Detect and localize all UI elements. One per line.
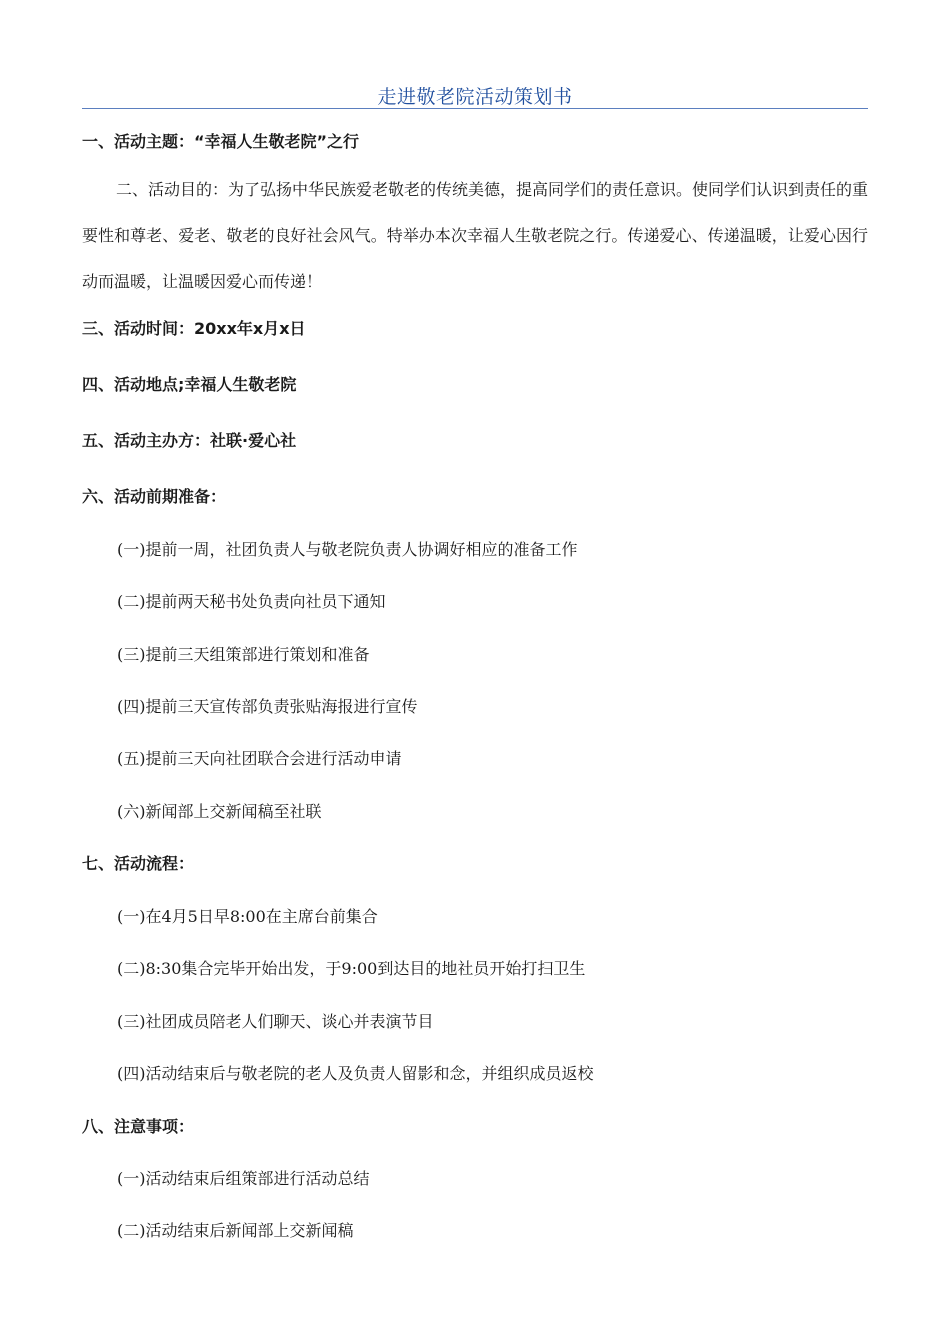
section-time: 三、活动时间：20xx年x月x日 [82,319,306,338]
prep-item: (一)提前一周，社团负责人与敬老院负责人协调好相应的准备工作 [117,540,578,559]
section-organizer: 五、活动主办方：社联·爱心社 [82,431,297,450]
notes-item: (一)活动结束后组策部进行活动总结 [117,1169,370,1188]
process-item: (四)活动结束后与敬老院的老人及负责人留影和念，并组织成员返校 [117,1064,594,1083]
process-item: (三)社团成员陪老人们聊天、谈心并表演节目 [117,1012,434,1031]
title-underline [82,108,868,109]
process-item: (二)8:30集合完毕开始出发，于9:00到达目的地社员开始打扫卫生 [117,959,586,978]
prep-item: (三)提前三天组策部进行策划和准备 [117,645,370,664]
prep-item: (二)提前两天秘书处负责向社员下通知 [117,592,386,611]
prep-item: (四)提前三天宣传部负责张贴海报进行宣传 [117,697,418,716]
notes-item: (二)活动结束后新闻部上交新闻稿 [117,1221,354,1240]
document-title: 走进敬老院活动策划书 [377,86,573,108]
prep-item: (六)新闻部上交新闻稿至社联 [117,802,322,821]
section-process-heading: 七、活动流程： [82,854,195,873]
section-prep-heading: 六、活动前期准备： [82,487,227,506]
section-theme: 一、活动主题：“幸福人生敬老院”之行 [82,132,360,151]
section-notes-heading: 八、注意事项： [82,1117,195,1136]
process-item: (一)在4月5日早8:00在主席台前集合 [117,907,378,926]
section-location: 四、活动地点;幸福人生敬老院 [82,375,297,394]
section-purpose-paragraph: 二、活动目的：为了弘扬中华民族爱老敬老的传统美德，提高同学们的责任意识。使同学们认识到责任的重要性和尊老、爱老、敬老的良好社会风气。特举办本次幸福人生敬老院之行。传递爱心、传递温暖，让爱心因行动而温暖，让温暖因爱心而传递！ [82,180,869,291]
prep-item: (五)提前三天向社团联合会进行活动申请 [117,749,402,768]
